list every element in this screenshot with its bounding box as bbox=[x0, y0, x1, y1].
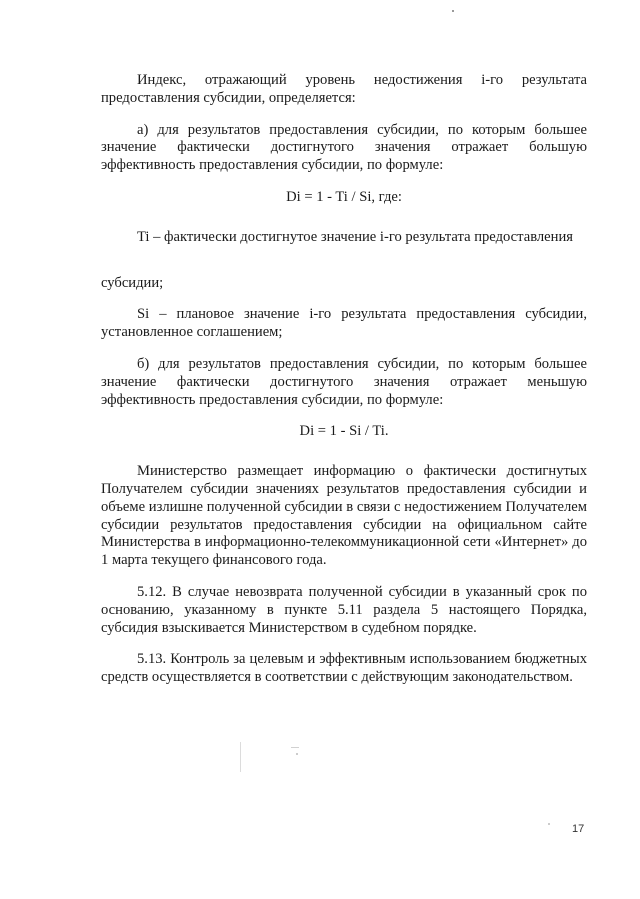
scan-mark bbox=[548, 823, 550, 825]
page-number: 17 bbox=[572, 823, 585, 835]
formula-b: Di = 1 - Si / Ti. bbox=[299, 423, 389, 440]
paragraph-ministry-publication: Министерство размещает информацию о фактически достигнутых Получателем субсидии значениях результатов предоставления субсидии и объеме излишне полученной субсидии в связи с недостижением Получателем субсидии результатов предоставления субсидии на официальном сайте Министерства в информационно-телекоммуникационной сети «Интернет» до 1 марта текущего финансового года. bbox=[101, 463, 587, 569]
formula-a: Di = 1 - Ti / Si, где: bbox=[286, 188, 402, 205]
paragraph-case-a: а) для результатов предоставления субсидии, по которым большее значение фактически достигнутого значения отражает большую эффективность предоставления субсидии, по формуле: bbox=[101, 121, 587, 174]
paragraph-si-definition: Si – плановое значение i-го результата предоставления субсидии, установленное соглашением; bbox=[101, 306, 587, 341]
scan-mark bbox=[452, 10, 454, 12]
paragraph-5-12: 5.12. В случае невозврата полученной субсидии в указанный срок по основанию, указанному в пункте 5.11 раздела 5 настоящего Порядка, субсидия взыскивается Министерством в судебном порядке. bbox=[101, 583, 587, 636]
paragraph-ti-definition: Ti – фактически достигнутое значение i-го результата предоставления bbox=[137, 228, 573, 245]
paragraph-index-definition: Индекс, отражающий уровень недостижения i-го результата предоставления субсидии, определяется: bbox=[101, 72, 587, 106]
paragraph-ti-definition-continued: субсидии; bbox=[101, 274, 164, 291]
paragraph-case-b: б) для результатов предоставления субсидии, по которым большее значение фактически достигнутого значения отражает меньшую эффективность предоставления субсидии, по формуле: bbox=[101, 355, 587, 408]
scan-mark bbox=[240, 742, 241, 772]
document-body bbox=[101, 72, 587, 701]
scan-mark bbox=[291, 747, 299, 748]
scan-mark bbox=[296, 753, 298, 755]
paragraph-5-13: 5.13. Контроль за целевым и эффективным использованием бюджетных средств осуществляется в соответствии с действующим законодательством. bbox=[101, 651, 587, 686]
